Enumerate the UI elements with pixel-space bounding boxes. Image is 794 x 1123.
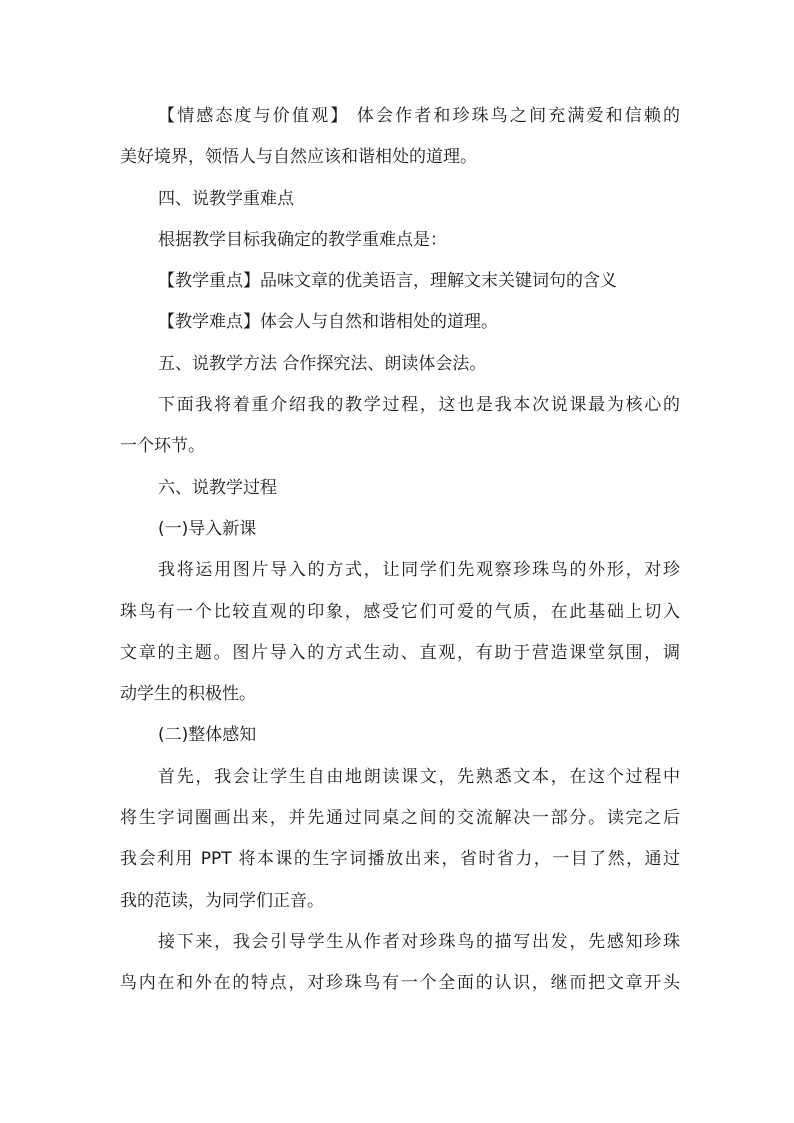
heading-section-6 (120, 468, 680, 509)
paragraph-lead-in (120, 550, 680, 715)
text-line: 一个环节。 (120, 436, 205, 457)
text-line: 鸟内在和外在的特点，对珍珠鸟有一个全面的认识，继而把文章开头 (120, 973, 680, 994)
subheading-lead-in (120, 509, 680, 550)
text-line: 根据教学目标我确定的教学重难点是： (158, 229, 447, 250)
heading-section-5 (120, 344, 680, 385)
text-line: 【教学难点】体会人与自然和谐相处的道理。 (158, 312, 498, 333)
paragraph-teaching-difficulty (120, 302, 680, 343)
paragraph-next-step (120, 922, 680, 1005)
text-line: 首先，我会让学生自由地朗读课文，先熟悉文本，在这个过程中 (158, 766, 680, 787)
text-line: 我的范读，为同学们正音。 (120, 890, 324, 911)
paragraph-section-4-intro (120, 220, 680, 261)
text-line: 四、说教学重难点 (158, 188, 294, 209)
text-line: (二)整体感知 (158, 725, 257, 746)
text-line: 动学生的积极性。 (120, 684, 256, 705)
text-line: 接下来，我会引导学生从作者对珍珠鸟的描写出发，先感知珍珠 (158, 931, 680, 952)
text-line: 【教学重点】品味文章的优美语言，理解文末关键词句的含义 (158, 271, 617, 292)
text-line: 【情感态度与价值观】 体会作者和珍珠鸟之间充满爱和信赖的 (158, 106, 680, 126)
text-line: 我会利用 PPT 将本课的生字词播放出来，省时省力，一目了然，通过 (120, 849, 680, 870)
text-line: 文章的主题。图片导入的方式生动、直观，有助于营造课堂氛围，调 (120, 642, 680, 663)
document-page (120, 96, 680, 1005)
paragraph-first-reading (120, 757, 680, 922)
text-line: 珠鸟有一个比较直观的印象，感受它们可爱的气质，在此基础上切入 (120, 601, 680, 622)
paragraph-teaching-key (120, 261, 680, 302)
text-line: 下面我将着重介绍我的教学过程，这也是我本次说课最为核心的 (158, 395, 680, 416)
paragraph-emotion-goal (120, 96, 680, 179)
heading-section-4 (120, 179, 680, 220)
text-line: 将生字词圈画出来，并先通过同桌之间的交流解决一部分。读完之后 (120, 808, 680, 829)
paragraph-process-intro (120, 385, 680, 468)
text-line: 我将运用图片导入的方式，让同学们先观察珍珠鸟的外形，对珍 (158, 560, 680, 581)
text-line: 五、说教学方法 合作探究法、朗读体会法。 (158, 353, 487, 374)
text-line: 美好境界，领悟人与自然应该和谐相处的道理。 (120, 147, 477, 168)
subheading-overall-perception (120, 715, 680, 756)
text-line: (一)导入新课 (158, 518, 257, 539)
text-line: 六、说教学过程 (158, 477, 277, 498)
